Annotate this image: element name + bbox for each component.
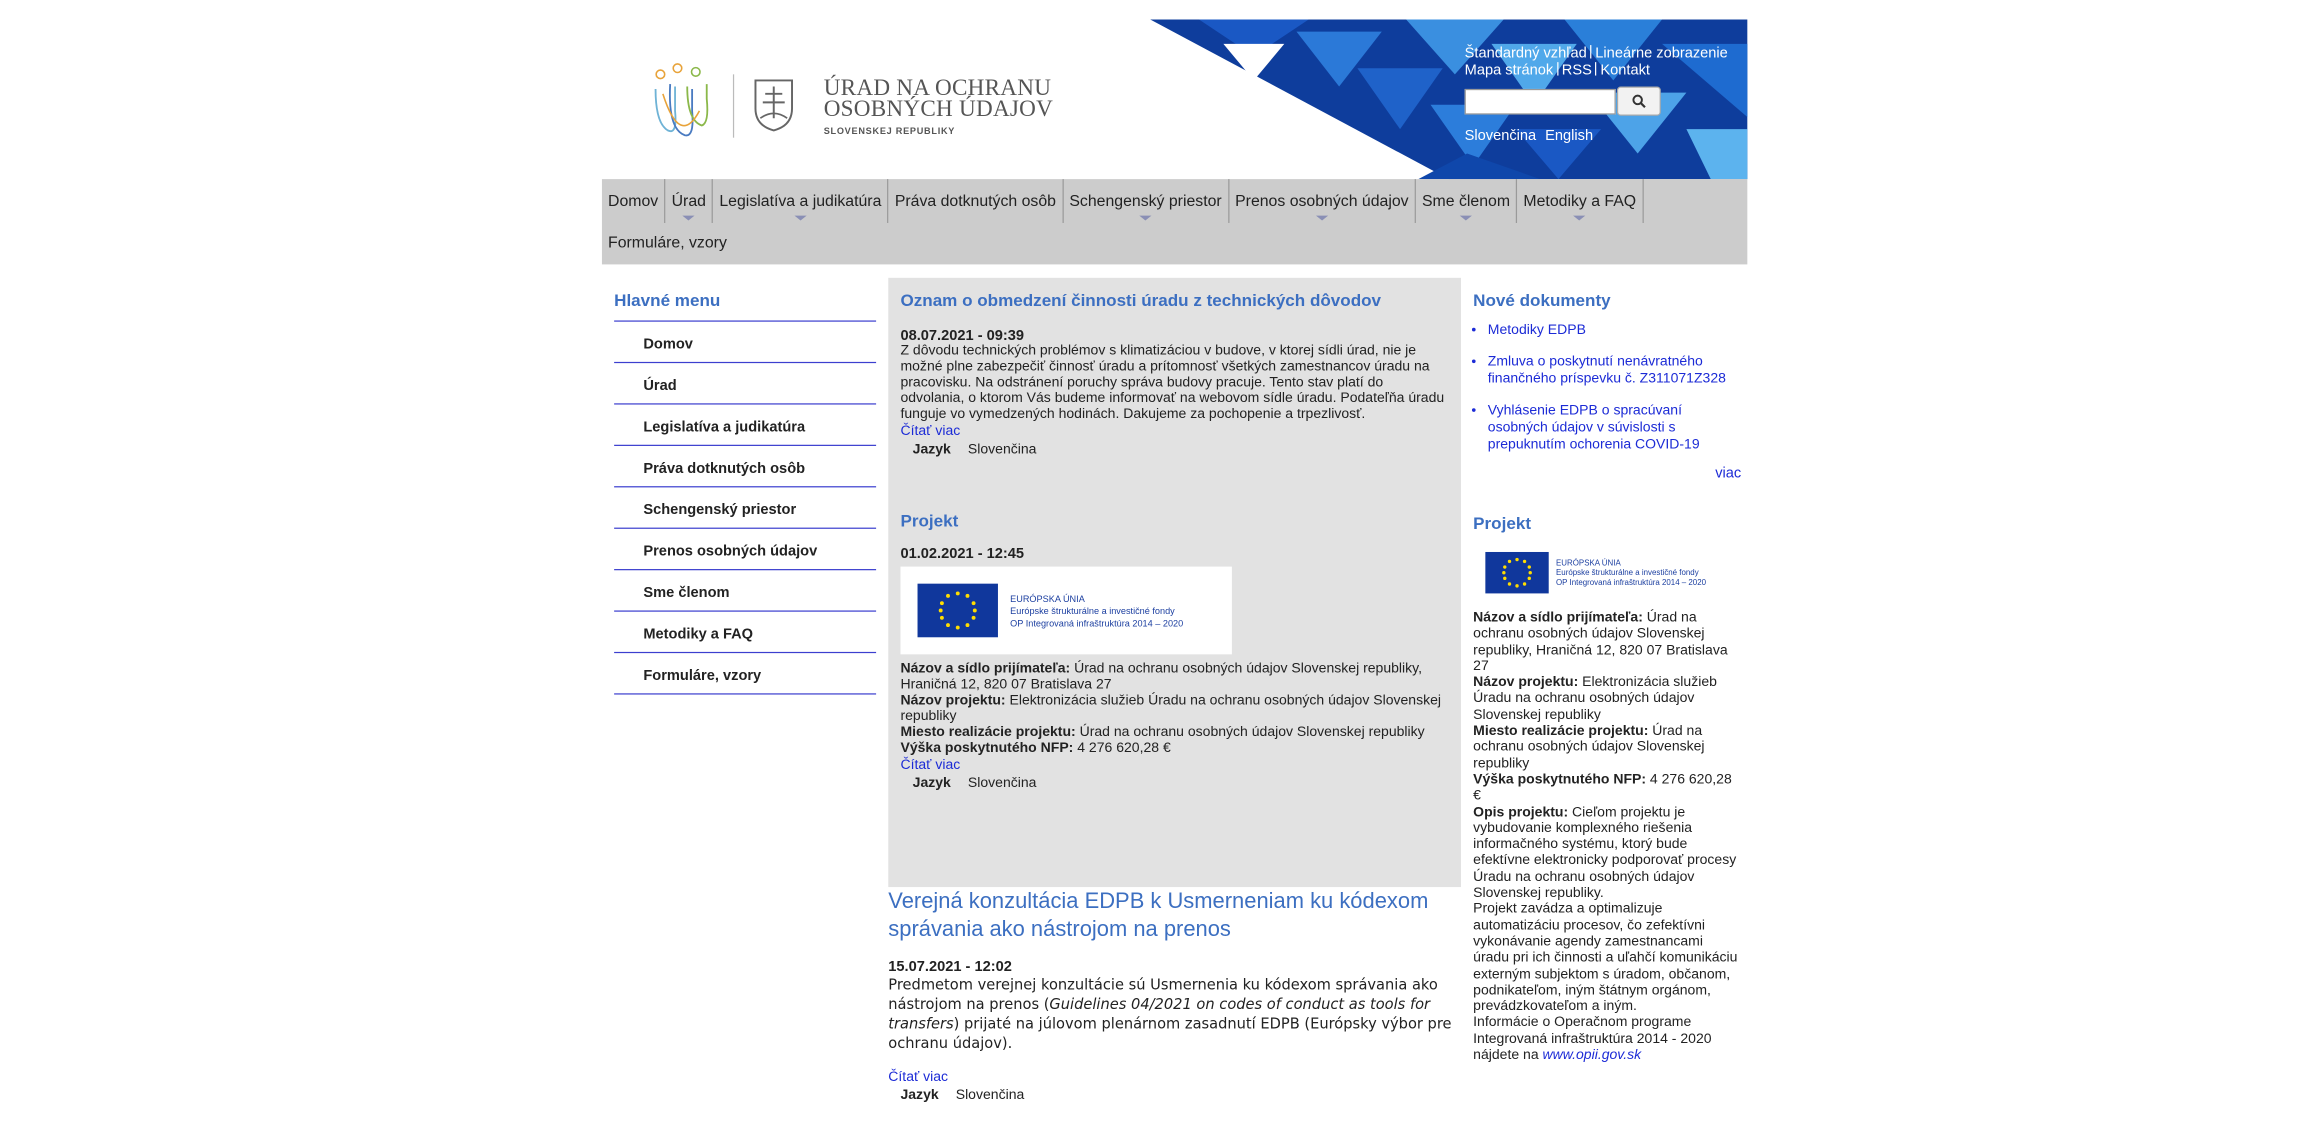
lang-en-link[interactable]: English	[1545, 126, 1594, 144]
field-label: Opis projektu:	[1473, 804, 1569, 820]
eu-funds-logo	[900, 567, 1231, 655]
notice-text: Z dôvodu technických problémov s klimatizáciou v budove, v ktorej sídli úrad, nie je možné plne zabezpečiť činnosť úradu a prítomnosť všetkých zamestnancov úradu na pracovisku. Na odstránení poruchy správa budovy pracuje. Tento stav platí do odvolania, o ktorom Vás budeme informovať na webovom sídle úradu. Podateľňa úradu funguje vo vymedzených hodinách. Dakujeme za pochopenie a trpezlivosť.	[900, 343, 1445, 422]
eu-funds-text	[1556, 559, 1706, 588]
documents-more-link[interactable]: viac	[1715, 464, 1742, 482]
sidebar-item-prava[interactable]: Práva dotknutých osôb	[614, 446, 876, 487]
project-paragraph	[1473, 1016, 1741, 1065]
article-edpb	[888, 887, 1461, 1103]
sidebar-item-schengen[interactable]: Schengenský priestor	[614, 487, 876, 528]
article-text-b: ) prijaté na júlovom plenárnom zasadnutí EDPB (Európsky výbor pre ochranu údajov).	[888, 1015, 1452, 1052]
field-value: 4 276 620,28 €	[1073, 740, 1171, 756]
site-logo[interactable]	[651, 62, 1065, 147]
project-field	[900, 662, 1448, 694]
list-item[interactable]	[1488, 353, 1741, 387]
main-menu-sidebar	[614, 290, 876, 695]
list-item[interactable]	[1488, 402, 1741, 453]
notice-read-more-link[interactable]: Čítať viac	[900, 424, 961, 439]
article-text-em: Guidelines 04/2021 on codes of conduct as tools for transfers	[888, 995, 1431, 1033]
article-title[interactable]: Verejná konzultácia EDPB k Usmerneniam ku kódexom správania ako nástrojom na prenos	[888, 888, 1429, 941]
chevron-down-icon	[1460, 216, 1472, 221]
nav-sme-clenom[interactable]	[1416, 179, 1517, 223]
chevron-down-icon	[1574, 216, 1586, 221]
sidebar-item-legislativa[interactable]: Legislatíva a judikatúra	[614, 405, 876, 446]
sitemap-link[interactable]: Mapa stránok	[1464, 60, 1554, 78]
nav-label: Úrad	[671, 191, 706, 210]
logo-emblem-icon	[651, 62, 809, 147]
nav-domov[interactable]	[602, 179, 666, 223]
paragraph-text: Informácie o Operačnom programe Integrovaná infraštruktúra 2014 - 2020 nájdete na	[1473, 1015, 1712, 1063]
language-switcher	[1465, 127, 1598, 144]
project-field	[900, 741, 1448, 757]
eu-line-3: OP Integrovaná infraštruktúra 2014 – 2020	[1556, 578, 1707, 588]
chevron-down-icon	[794, 216, 806, 221]
eu-funds-text	[1010, 593, 1183, 630]
article-read-more-link[interactable]: Čítať viac	[888, 1069, 949, 1085]
linear-view-link[interactable]: Lineárne zobrazenie	[1595, 43, 1728, 61]
eu-line-2: Európske štrukturálne a investičné fondy	[1556, 569, 1699, 578]
eu-line-1: EURÓPSKA ÚNIA	[1556, 559, 1621, 568]
field-label: Názov a sídlo prijímateľa:	[900, 661, 1071, 677]
nav-label: Metodiky a FAQ	[1523, 191, 1637, 210]
document-link[interactable]: Metodiky EDPB	[1487, 322, 1586, 338]
field-label: Výška poskytnutého NFP:	[900, 740, 1074, 756]
sidebar-item-prenos[interactable]: Prenos osobných údajov	[614, 529, 876, 570]
article-text	[888, 975, 1461, 1053]
eu-line-3: OP Integrovaná infraštruktúra 2014 – 2020	[1010, 617, 1184, 629]
article-date: 15.07.2021 - 12:02	[888, 957, 1012, 975]
chevron-down-icon	[683, 216, 695, 221]
nav-label: Schengenský priestor	[1069, 191, 1222, 210]
language-value: Slovenčina	[967, 776, 1037, 791]
search-form	[1465, 87, 1662, 116]
sidebar-item-metodiky[interactable]: Metodiky a FAQ	[614, 612, 876, 653]
contact-link[interactable]: Kontakt	[1600, 60, 1650, 78]
field-label: Názov projektu:	[1473, 675, 1579, 690]
rss-link[interactable]: RSS	[1561, 60, 1592, 78]
nav-label: Práva dotknutých osôb	[894, 191, 1056, 210]
notice-title[interactable]: Oznam o obmedzení činnosti úradu z technických dôvodov	[900, 290, 1382, 310]
logo-line-2: OSOBNÝCH ÚDAJOV	[823, 96, 1054, 122]
nav-urad[interactable]	[666, 179, 714, 223]
new-documents-title: Nové dokumenty	[1473, 290, 1611, 310]
eu-funds-logo-small	[1485, 547, 1729, 601]
nav-label: Sme členom	[1421, 191, 1511, 210]
chevron-down-icon	[1139, 216, 1151, 221]
search-input[interactable]	[1465, 88, 1616, 114]
project-field	[1473, 724, 1741, 773]
nav-prenos[interactable]	[1229, 179, 1416, 223]
language-label: Jazyk	[912, 442, 951, 457]
project-title[interactable]: Projekt	[900, 510, 959, 531]
logo-line-3: SLOVENSKEJ REPUBLIKY	[823, 125, 956, 137]
document-link[interactable]: Vyhlásenie EDPB o spracúvaní osobných údajov v súvislosti s prepuknutím ochorenia COVID-19	[1487, 403, 1700, 453]
nav-schengen[interactable]	[1063, 179, 1229, 223]
field-value: Úrad na ochranu osobných údajov Slovenskej republiky, Hraničná 12, 820 07 Bratislava 27	[1473, 610, 1728, 674]
site-header	[602, 19, 1747, 179]
field-value: 4 276 620,28 €	[1473, 772, 1732, 804]
language-label: Jazyk	[912, 776, 951, 791]
opii-link[interactable]: www.opii.gov.sk	[1542, 1047, 1642, 1063]
center-content	[888, 278, 1461, 1103]
sidebar-item-urad[interactable]: Úrad	[614, 363, 876, 404]
featured-box	[888, 278, 1461, 887]
sidebar-item-formulare[interactable]: Formuláre, vzory	[614, 653, 876, 694]
project-field	[900, 693, 1448, 725]
search-button[interactable]	[1617, 87, 1661, 116]
header-tools	[1465, 44, 1728, 78]
language-label: Jazyk	[900, 1088, 939, 1103]
field-label: Miesto realizácie projektu:	[900, 725, 1076, 740]
document-link[interactable]: Zmluva o poskytnutí nenávratného finančného príspevku č. Z311071Z328	[1487, 354, 1726, 387]
eu-line-1: EURÓPSKA ÚNIA	[1010, 593, 1085, 605]
project-paragraph: Projekt zavádza a optimalizuje automatizáciu procesov, čo zefektívni vykonávanie agendy zamestnancami úradu pri ich činnosti a uľahčí komunikáciu externým subjektom s úradom, občanom, podnikateľom, iným štátnym orgánom, prevádzkovateľom a iným.	[1473, 902, 1738, 1014]
project-read-more-link[interactable]: Čítať viac	[900, 757, 961, 773]
nav-legislativa[interactable]	[713, 179, 888, 223]
nav-label: Legislatíva a judikatúra	[719, 191, 882, 210]
notice-language	[900, 442, 1448, 457]
language-value: Slovenčina	[967, 442, 1037, 457]
logo-line-1: ÚRAD NA OCHRANU	[823, 75, 1052, 102]
lang-sk-link[interactable]: Slovenčina	[1464, 126, 1537, 144]
project-field	[1473, 675, 1741, 724]
nav-formulare[interactable]: Formuláre, vzory	[608, 232, 727, 252]
field-value: Cieľom projektu je vybudovanie komplexného riešenia informačného systému, ktorý bude efektívne elektronicky podporovať procesy Úradu na ochranu osobných údajov Slovenskej republiky.	[1473, 804, 1737, 901]
right-project-title: Projekt	[1473, 512, 1532, 533]
project-field	[1473, 772, 1741, 804]
field-label: Názov a sídlo prijímateľa:	[1473, 610, 1643, 626]
field-value: Úrad na ochranu osobných údajov Slovenskej republiky	[1075, 725, 1425, 740]
article-text-a: Predmetom verejnej konzultácie sú Usmernenia ku kódexom správania ako nástrojom na prenos (	[888, 976, 1438, 1013]
standard-view-link[interactable]: Štandardný vzhľad	[1464, 43, 1587, 61]
chevron-down-icon	[1316, 216, 1328, 221]
sidebar-item-domov[interactable]: Domov	[614, 322, 876, 363]
field-value: Elektronizácia služieb Úradu na ochranu osobných údajov Slovenskej republiky	[1473, 675, 1717, 723]
field-value: Elektronizácia služieb Úradu na ochranu osobných údajov Slovenskej republiky	[900, 693, 1442, 724]
project-date: 01.02.2021 - 12:45	[900, 544, 1025, 562]
search-icon	[1632, 94, 1647, 109]
field-label: Miesto realizácie projektu:	[1473, 723, 1649, 739]
list-item[interactable]	[1488, 322, 1741, 339]
language-value: Slovenčina	[955, 1088, 1025, 1103]
sidebar-item-sme-clenom[interactable]: Sme členom	[614, 570, 876, 611]
nav-label: Prenos osobných údajov	[1235, 191, 1409, 210]
project-field	[1473, 610, 1741, 675]
project-language	[900, 776, 1448, 791]
logo-text	[823, 75, 1054, 141]
sidebar-title: Hlavné menu	[614, 290, 876, 322]
field-label: Názov projektu:	[900, 693, 1006, 708]
article-language	[888, 1088, 1461, 1103]
nav-metodiky[interactable]	[1517, 179, 1643, 223]
project-field	[1473, 805, 1741, 902]
eu-flag-icon	[1485, 552, 1548, 593]
field-value: Úrad na ochranu osobných údajov Slovenskej republiky	[1473, 723, 1705, 771]
notice-date: 08.07.2021 - 09:39	[900, 326, 1025, 344]
nav-label: Domov	[608, 191, 659, 210]
eu-flag-icon	[918, 584, 998, 638]
field-label: Výška poskytnutého NFP:	[1473, 772, 1647, 788]
eu-line-2: Európske štrukturálne a investičné fondy	[1010, 605, 1175, 617]
main-nav	[602, 179, 1747, 264]
right-sidebar	[1473, 290, 1741, 1064]
nav-prava[interactable]	[889, 179, 1064, 223]
field-value: Úrad na ochranu osobných údajov Slovenskej republiky, Hraničná 12, 820 07 Bratislava 27	[900, 661, 1423, 693]
new-documents-list	[1473, 322, 1741, 454]
project-field	[900, 725, 1448, 741]
